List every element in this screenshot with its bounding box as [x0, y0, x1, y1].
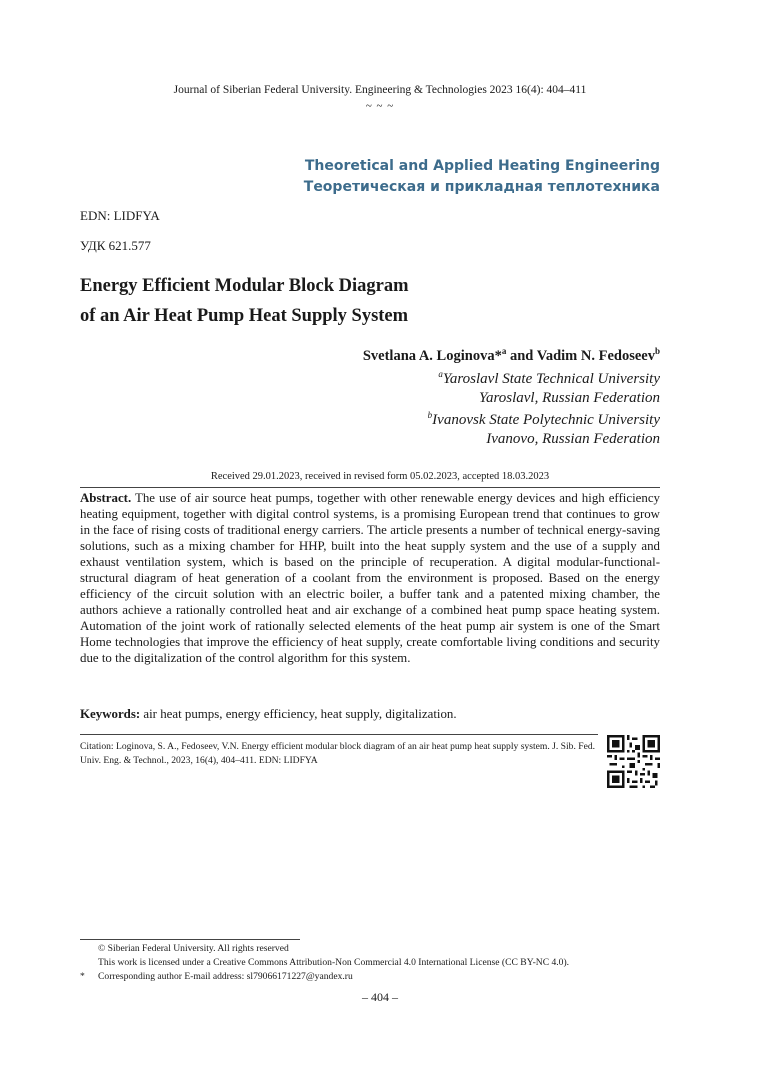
author-name: Vadim N. Fedoseev	[536, 347, 655, 364]
header-ornament: ~ ~ ~	[365, 100, 395, 112]
keywords	[80, 706, 660, 722]
affiliation-line	[479, 390, 660, 407]
affiliation-text: Ivanovo, Russian Federation	[486, 431, 660, 447]
corresponding-author-footnote: Corresponding author E-mail address: sl79066171227@yandex.ru	[98, 971, 353, 982]
page-number: – 404 –	[362, 990, 398, 1004]
affiliation-line	[428, 410, 660, 429]
abstract-text: The use of air source heat pumps, together with other renewable energy devices and high efficiency heating equipment, together with digital control systems, is a promising European trend that continues to grow in the face of rising costs of traditional energy carriers. The article presents a number of technical energy-saving solutions, such as a mixing chamber for HHP, built into the heat supply system and the use of a supply and exhaust ventilation system, which is based on the principle of recuperation. A digital modular-functional-structural diagram of heat generation of a coolant from the environment is proposed. Based on the energy efficiency of the circuit solution with an electric boiler, a buffer tank and a patented mixing chamber, the authors achieve a rationally controlled heat and air exchange of a combined heat pump space heating system. Automation of the joint work of rationally selected elements of the heat pump air system is one of the Smart Home technologies that improve the efficiency of heat supply, create comfortable living conditions and security due to the digitalization of the control algorithm for this system.	[80, 491, 660, 665]
udk-code: УДК 621.577	[80, 238, 151, 253]
abstract	[80, 490, 660, 666]
affiliation-mark: b	[427, 410, 433, 420]
received-dates: Received 29.01.2023, received in revised form 05.02.2023, accepted 18.03.2023	[210, 471, 550, 482]
section-heading-ru: Теоретическая и прикладная теплотехника	[303, 179, 660, 195]
qr-code-icon[interactable]	[607, 735, 660, 788]
abstract-label: Abstract.	[80, 491, 132, 505]
footnote-divider	[80, 939, 300, 940]
paper-title-line1: Energy Efficient Modular Block Diagram	[80, 276, 409, 296]
keywords-text: air heat pumps, energy efficiency, heat supply, digitalization.	[140, 707, 457, 721]
copyright-footnote: © Siberian Federal University. All rights reserved	[98, 943, 289, 954]
affiliation-mark: a	[438, 369, 443, 379]
citation: Citation: Loginova, S. A., Fedoseev, V.N. Energy efficient modular block diagram of an air heat pump heat supply system. J. Sib. Fed. Univ. Eng. & Technol., 2023, 16(4), 404–411. EDN: LIDFYA	[80, 741, 596, 766]
affiliation-text: Yaroslavl State Technical University	[442, 371, 660, 387]
section-heading-en: Theoretical and Applied Heating Engineering	[304, 158, 660, 174]
affiliation-text: Ivanovsk State Polytechnic University	[432, 412, 660, 428]
keywords-label: Keywords:	[80, 707, 141, 721]
divider	[80, 734, 598, 735]
affiliation-line	[486, 431, 660, 448]
edn-code: EDN: LIDFYA	[80, 208, 160, 223]
author-affiliation-mark: a	[501, 346, 507, 356]
author-conjunction: and	[506, 347, 537, 364]
journal-header: Journal of Siberian Federal University. Engineering & Technologies 2023 16(4): 404–411	[173, 84, 587, 96]
footnote-mark: *	[80, 971, 85, 982]
affiliation-line	[438, 369, 660, 388]
license-footnote: This work is licensed under a Creative Commons Attribution-Non Commercial 4.0 International License (CC BY-NC 4.0).	[98, 957, 570, 968]
divider	[80, 487, 660, 488]
author-name: Svetlana A. Loginova*	[362, 347, 502, 364]
author-affiliation-mark: b	[654, 346, 660, 356]
paper-title-line2: of an Air Heat Pump Heat Supply System	[80, 306, 409, 326]
author-list	[363, 346, 660, 365]
affiliation-text: Yaroslavl, Russian Federation	[479, 390, 660, 406]
